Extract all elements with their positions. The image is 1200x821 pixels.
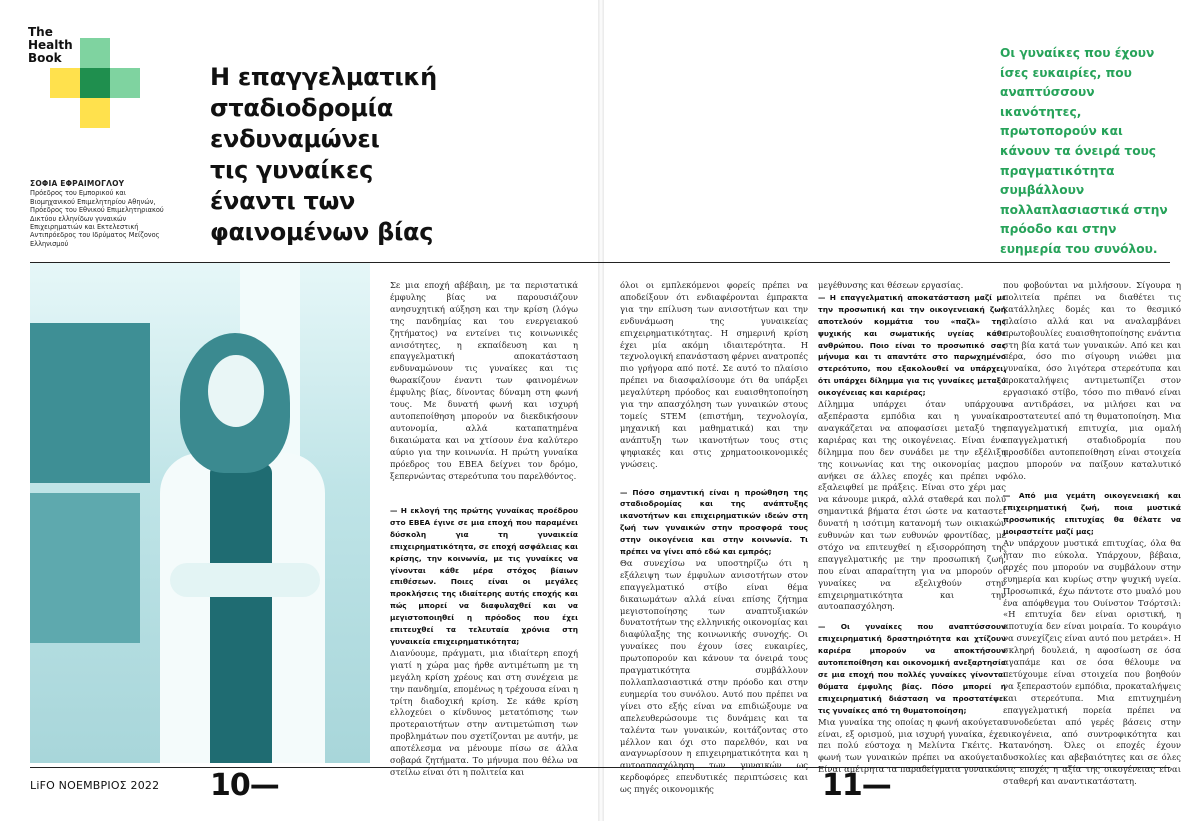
- headline-line: τις γυναίκες: [210, 156, 374, 184]
- headline-line: Η επαγγελματική: [210, 63, 437, 91]
- author-title-line: Πρόεδρος του Εμπορικού και: [30, 189, 126, 198]
- article-column-1b: [390, 505, 578, 779]
- logo-line: Book: [28, 51, 62, 65]
- page-number-right: 11—: [822, 768, 891, 803]
- article-column-4: [1003, 280, 1181, 788]
- author-title-line: Αντιπρόεδρος του Ιδρύματος Μείζονος: [30, 231, 160, 240]
- author-byline: [30, 180, 205, 248]
- article-column-1a: [390, 280, 578, 482]
- author-title-line: Δικτύου ελληνίδων γυναικών: [30, 214, 127, 223]
- headline-line: ενδυναμώνει: [210, 125, 380, 153]
- article-headline: [210, 62, 450, 248]
- portrait-photo: [30, 263, 370, 763]
- author-title-line: Επιχειρηματιών και Εκτελεστική: [30, 223, 139, 232]
- body-paragraph: που φοβούνται να μιλήσουν. Σίγουρα η πολιτεία πρέπει να διαθέτει τις κατάλληλες δομές και το θεσμικό πλαίσιο αλλά και να αναλαμβάνει πρωτοβουλίες ευαισθητοποίησης ενάντια στη βία κατά των γυναικών. Από κει και πέρα, όσο πιο σίγουρη νιώθει μια γυναίκα, όσο λιγότερα στερεότυπα και προκαταλήψεις αντιμετωπίζει στον εργασιακό στίβο, τόσο πιο πιθανό είναι να αντιδράσει, να μιλήσει και να προστατευτεί από τη θυματοποίηση. Μια επαγγελματική επιτυχία, μια ομαλή επαγγελματική σταδιοδρομία που προσδίδει αυτοπεποίθηση είναι στοιχεία που μπορούν να παίξουν καταλυτικό ρόλο.: [1003, 280, 1181, 481]
- body-paragraph: Σε μια εποχή αβέβαιη, με τα περιστατικά έμφυλης βίας να παρουσιάζουν ανησυχητική αύξηση και την κρίση (λόγω της πανδημίας και του ενεργειακού ζητήματος) να εντείνει τις κοινωνικές ανισότητες, η εκπαίδευση και η επαγγελματική αποκατάσταση ενδυναμώνουν τις γυναίκες και τις θωρακίζουν έναντι των φαινομένων έμφυλης βίας, δίνοντας δύναμη στη φωνή τους. Με δυνατή φωνή και ισχυρή αυτοπεποίθηση μπορούν να διεκδικήσουν αυτονομία, αλλά καταπατημένα δικαιώματα και να χτίσουν ένα καλύτερο αύριο για την κοινωνία. Η πρώτη γυναίκα πρόεδρος του ΕΒΕΑ δείχνει τον δρόμο, ξεπερνώντας στερεότυπα του παρελθόντος.: [390, 280, 578, 481]
- page-number-left: 10—: [210, 768, 279, 803]
- interview-question: — Οι γυναίκες που αναπτύσσουν επιχειρηματική δραστηριότητα και χτίζουν καριέρα μπορούν να αποκτήσουν αυτοπεποίθηση και οικονομική ανεξαρτησία σε μια εποχή που πολλές γυναίκες γίνονται θύματα έμφυλης βίας. Πόσο μπορεί η επιχειρηματική διάσταση να προστατέψει τις γυναίκες από τη θυματοποίηση;: [818, 622, 1006, 715]
- body-paragraph: Θα συνεχίσω να υποστηρίζω ότι η εξάλειψη των έμφυλων ανισοτήτων στον επαγγελματικό στίβο είναι θέμα δικαιωμάτων αλλά είναι επίσης ζήτημα μεγιστοποίησης των αναπτυξιακών δυνατοτήτων της ελληνικής οικονομίας και διαφύλαξης της κοινωνικής συνοχής. Οι γυναίκες που έχουν ίσες ευκαιρίες, πρωτοπορούν και κάνουν τα όνειρά τους πραγματικότητα συμβάλλουν πολλαπλασιαστικά στην πρόοδο και στην ευημερία του συνόλου. Αυτό που πρέπει να γίνει στο εξής είναι να επιδιώξουμε να απελευθερώσουμε τις δυνάμεις και τα ταλέντα των γυναικών, κοιτάζοντας στο μέλλον και όχι στο παρελθόν, και να αναγνωρίσουν η επιχειρηματικότητα και η αυτοαπασχόληση των γυναικών ως κερδοφόρες επενδυτικές περιπτώσεις και ως πηγές οικονομικής: [620, 557, 808, 795]
- body-paragraph: μεγέθυνσης και θέσεων εργασίας.: [818, 280, 964, 290]
- headline-line: φαινομένων βίας: [210, 218, 434, 246]
- pull-quote: Οι γυναίκες που έχουν ίσες ευκαιρίες, που αναπτύσσουν ικανότητες, πρωτοπορούν και κάνουν τα όνειρά τους πραγματικότητα συμβάλλουν πολλαπλασιαστικά στην πρόοδο και στην ευημερία του συνόλου.: [1000, 46, 1168, 256]
- article-column-2: [620, 280, 808, 796]
- interview-question: — Από μια γεμάτη οικογενειακή και επιχειρηματική ζωή, ποια μυστικά προσωπικής επιτυχίας θα θέλατε να μοιραστείτε μαζί μας;: [1003, 491, 1181, 537]
- logo-line: The: [28, 25, 53, 39]
- author-title-line: Πρόεδρος του Εθνικού Επιμελητηριακού: [30, 206, 164, 215]
- interview-question: — Η επαγγελματική αποκατάσταση μαζί με την προσωπική και την οικογενειακή ζωή αποτελούν κομμάτια του «παζλ» της ψυχικής και σωματικής υγείας κάθε ανθρώπου. Ποιο είναι το προσωπικό σας μήνυμα και τι απαντάτε στο παρωχημένο στερεότυπο, που εξακολουθεί να υπάρχει, ότι υπάρχει δίλημμα για τις γυναίκες μεταξύ οικογένειας και καριέρας;: [818, 292, 1006, 398]
- headline-line: έναντι των: [210, 187, 356, 215]
- author-title-line: Ελληνισμού: [30, 239, 69, 248]
- body-paragraph: Αν υπάρχουν μυστικά επιτυχίας, όλα θα ήταν πιο εύκολα. Υπάρχουν, βέβαια, αρχές που μπορούν να συμβάλουν στην ευημερία και κυρίως στην ψυχική υγεία. Προσωπικά, έχω πάντοτε στο μυαλό μου ένα απόφθεγμα του Ουίνστον Τσόρτσιλ: «Η επιτυχία δεν είναι οριστική, η αποτυχία δεν είναι μοιραία. Το κουράγιο να συνεχίζεις είναι αυτό που μετράει». Η σκληρή δουλειά, η αφοσίωση σε όσα αγαπάμε και σε όσα θέλουμε να πετύχουμε είναι στοιχεία που βοηθούν να ξεπεραστούν εμπόδια, προκαταλήψεις και στερεότυπα. Μια επιτυχημένη επαγγελματική πορεία πρέπει να συνοδεύεται από γερές βάσεις στην οικογένεια, από συντροφικότητα και κατανόηση. Όλες οι εποχές έχουν δυσκολίες και αβεβαιότητες και σε όλες τις εποχές η αξία της οικογένειας είναι σταθερή και αναντικατάστατη.: [1003, 538, 1181, 787]
- folio-text: LiFO ΝΟΕΜΒΡΙΟΣ 2022: [30, 779, 160, 792]
- health-cross-logo-icon: [50, 38, 140, 128]
- body-paragraph: όλοι οι εμπλεκόμενοι φορείς πρέπει να αποδείξουν ότι ενδιαφέρονται έμπρακτα για την επίλυση των ανισοτήτων και την ενδυνάμωση της γυναικείας επιχειρηματικότητας. Η σημερινή κρίση έχει μία ακόμη ιδιαιτερότητα. Η τεχνολογική επανάσταση φέρνει ανατροπές πιο γρήγορα από ποτέ. Σε αυτό το πλαίσιο πρέπει να διασφαλίσουμε ότι θα υπάρξει μεγαλύτερη πρόοδος και ευαισθητοποίηση για την απασχόληση των γυναικών στους τομείς STEM (επιστήμη, τεχνολογία, μηχανική και μαθηματικά) και την ανάπτυξη των ικανοτήτων τους στις ψηφιακές και στις χρηματοοικονομικές γνώσεις.: [620, 280, 808, 469]
- body-paragraph: Μια γυναίκα της οποίας η φωνή ακούγεται είναι, εξ ορισμού, μια ισχυρή γυναίκα, έχει πει πολύ εύστοχα η Μελίντα Γκέιτς. Η φωνή των γυναικών πρέπει να ακούγεται. Είναι αμέτρητα τα παραδείγματα γυναικών: [818, 716, 1006, 775]
- article-column-3: [818, 280, 1006, 776]
- author-name: ΣΟΦΙΑ ΕΦΡΑΙΜΟΓΛΟΥ: [30, 179, 125, 188]
- interview-question: — Η εκλογή της πρώτης γυναίκας προέδρου στο ΕΒΕΑ έγινε σε μια εποχή που παραμένει δύσκολη για τη γυναικεία επιχειρηματικότητα, σε εποχή ασφάλειας και κρίσης, την κοινωνία, με τις γυναίκες να γίνονται κάθε μέρα στόχος βίαιων επιθέσεων. Ποιες είναι οι μεγάλες προκλήσεις της ιδιαίτερης αυτής εποχής και πώς μπορεί να διαφυλαχθεί και να μεγιστοποιηθεί η πρόοδος που έχει επιτευχθεί τα τελευταία χρόνια στη γυναικεία επιχειρηματικότητα;: [390, 506, 578, 646]
- logo-line: Health: [28, 38, 73, 52]
- page-gutter: [598, 0, 604, 821]
- body-paragraph: Διανύουμε, πράγματι, μια ιδιαίτερη εποχή γιατί η χώρα μας ήρθε αντιμέτωπη με τη μεγάλη κρίση χρέους και στη συνέχεια με την πανδημία, επομένως η τρέχουσα είναι η τρίτη διαδοχική κρίση. Σε κάθε κρίση ελλοχεύει ο κίνδυνος μετατόπισης των προτεραιοτήτων στην αντιμετώπιση των προβλημάτων που σχετίζονται με αυτήν, με αποτέλεσμα να μένουμε πίσω σε άλλα σοβαρά ζητήματα. Το μήνυμα που θέλω να στείλω είναι ότι η πολιτεία και: [390, 647, 578, 777]
- author-title-line: Βιομηχανικού Επιμελητηρίου Αθηνών,: [30, 197, 156, 206]
- body-paragraph: Δίλημμα υπάρχει όταν υπάρχουν αξεπέραστα εμπόδια και η γυναίκα αναγκάζεται να αποφασίσει μεταξύ της καριέρας και της οικογένειας. Είναι ένα δίλημμα που δεν συνάδει με την εξέλιξη της κοινωνίας και της οικονομίας μας, ανήκει σε άλλες εποχές και πρέπει να εξαλειφθεί με πράξεις. Είναι στο χέρι μας να κάνουμε μικρά, αλλά σταθερά και πολύ σημαντικά βήματα έτσι ώστε να καταστεί δυνατή η ισότιμη κατανομή των οικιακών ευθυνών και των ευθυνών φροντίδας, με στόχο να επιτευχθεί η εξισορρόπηση της επαγγελματικής με την προσωπική ζωή, που είναι απαραίτητη για να μπορούν οι γυναίκες να εξελιχθούν στην επιχειρηματικότητα και την αυτοαπασχόληση.: [818, 399, 1006, 612]
- headline-line: σταδιοδρομία: [210, 94, 393, 122]
- interview-question: — Πόσο σημαντική είναι η προώθηση της σταδιοδρομίας και της ανάπτυξης ικανοτήτων και επιχειρηματικών ιδεών στη ζωή των γυναικών στην προσφορά τους στην οικογένεια και στην κοινωνία. Τι πρέπει να γίνει από εδώ και εμπρός;: [620, 487, 808, 557]
